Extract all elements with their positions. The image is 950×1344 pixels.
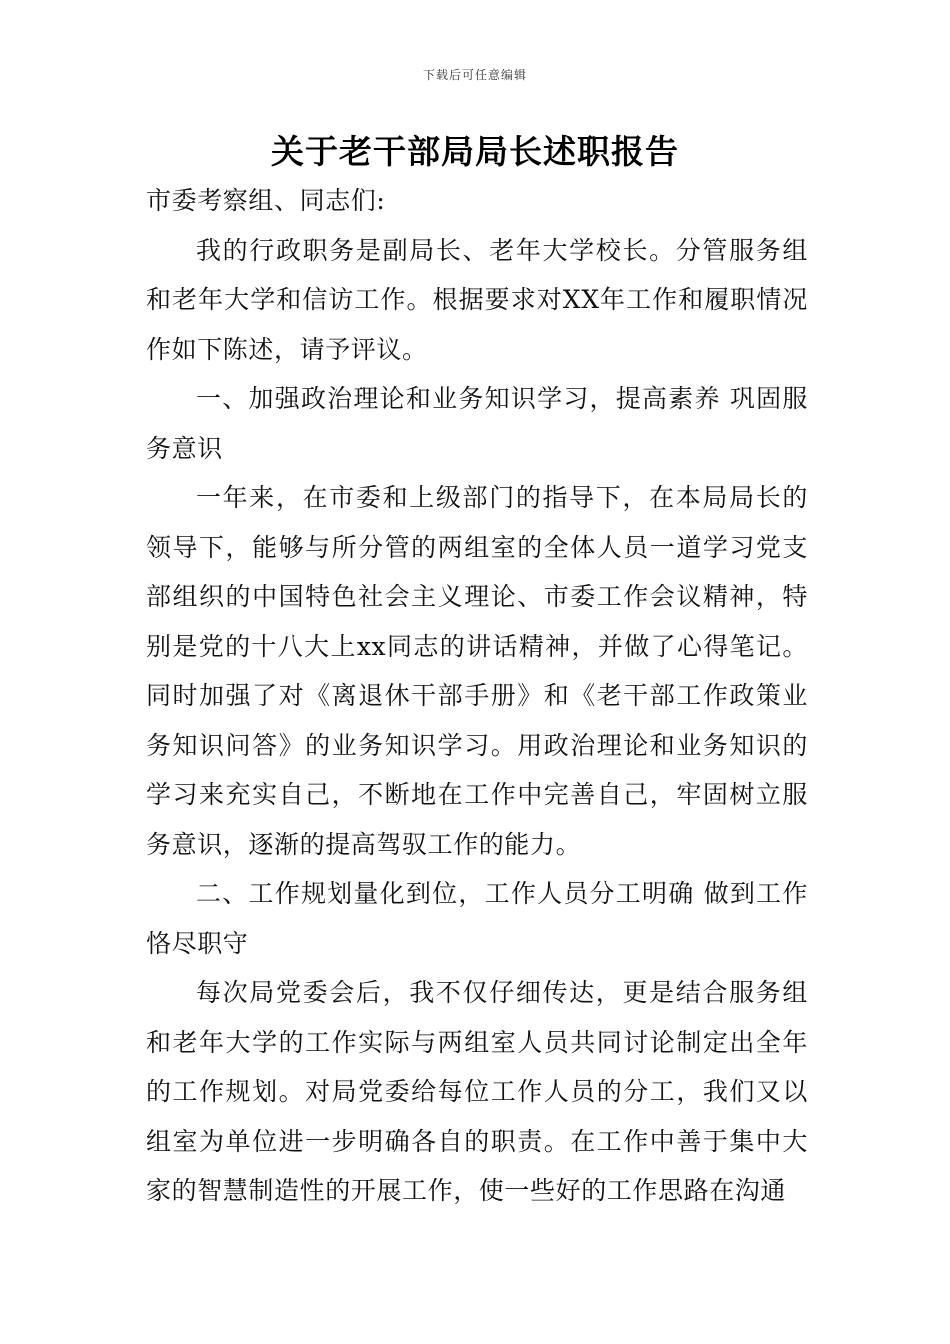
header-note: 下载后可任意编辑 bbox=[422, 68, 527, 82]
paragraph-section-1: 一年来，在市委和上级部门的指导下，在本局局长的领导下，能够与所分管的两组室的全体人员一道学习党支部组织的中国特色社会主义理论、市委工作会议精神，特别是党的十八大上xx同志的讲话精神，并做了心得笔记。同时加强了对《离退休干部手册》和《老干部工作政策业务知识问答》的业务知识学习。用政治理论和业务知识的学习来充实自己，不断地在工作中完善自己，牢固树立服务意识，逐渐的提高驾驭工作的能力。 bbox=[146, 483, 808, 859]
document-body bbox=[146, 176, 808, 1216]
document-title: 关于老干部局局长述职报告 bbox=[271, 132, 679, 171]
section-heading-1: 一、加强政治理论和业务知识学习，提高素养 巩固服务意识 bbox=[146, 384, 808, 463]
salutation: 市委考察组、同志们: bbox=[146, 186, 386, 215]
paragraph-section-2: 每次局党委会后，我不仅仔细传达，更是结合服务组和老年大学的工作实际与两组室人员共同讨论制定出全年的工作规划。对局党委给每位工作人员的分工，我们又以组室为单位进一步明确各自的职责。在工作中善于集中大家的智慧制造性的开展工作，使一些好的工作思路在沟通 bbox=[146, 978, 808, 1205]
paragraph-intro: 我的行政职务是副局长、老年大学校长。分管服务组和老年大学和信访工作。根据要求对XX年工作和履职情况作如下陈述，请予评议。 bbox=[146, 235, 808, 364]
section-heading-2: 二、工作规划量化到位，工作人员分工明确 做到工作恪尽职守 bbox=[146, 879, 808, 958]
